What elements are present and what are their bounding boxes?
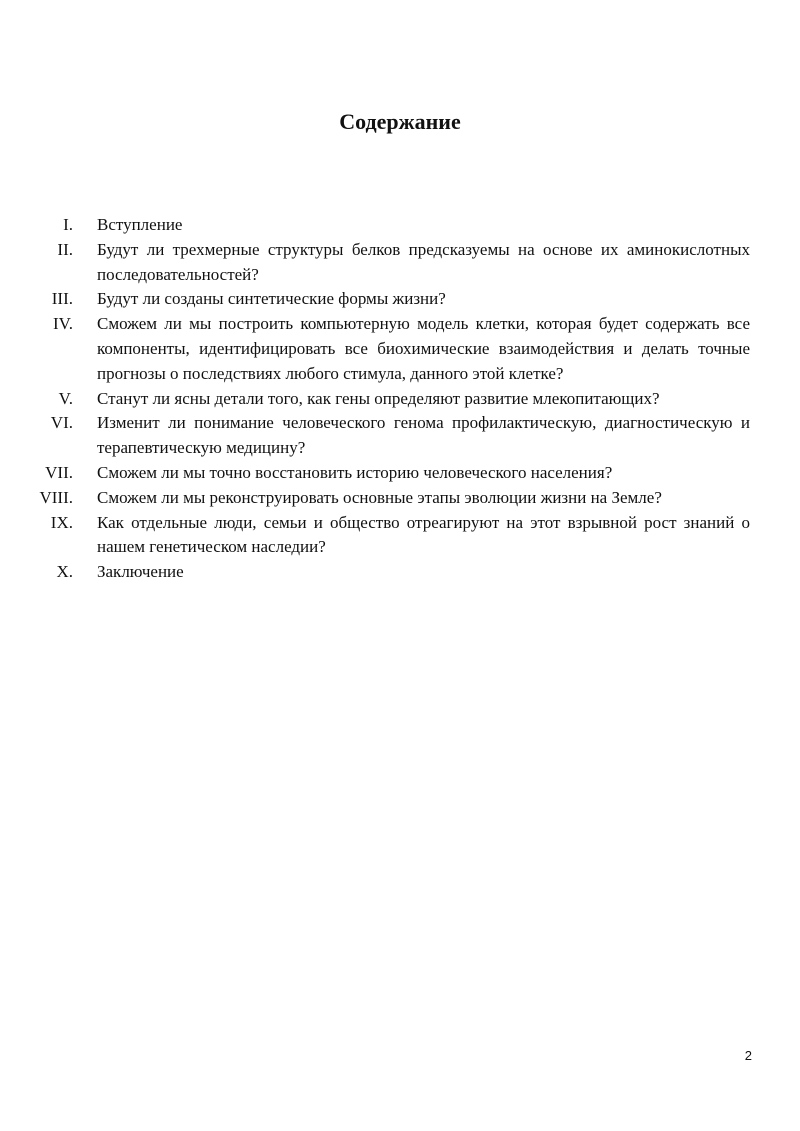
toc-item-text: Сможем ли мы точно восстановить историю человеческого населения? <box>97 462 613 482</box>
toc-item-text: Сможем ли мы реконструировать основные этапы эволюции жизни на Земле? <box>97 487 662 507</box>
toc-item <box>0 387 800 412</box>
toc-item <box>0 287 800 312</box>
toc-item-text: Станут ли ясны детали того, как гены определяют развитие млекопитающих? <box>97 388 660 408</box>
table-of-contents <box>0 213 800 585</box>
toc-item-text: Вступление <box>97 215 183 234</box>
toc-item <box>0 238 800 288</box>
toc-item-number: VI. <box>50 413 73 433</box>
toc-item-text: Изменит ли понимание человеческого генома профилактическую, диагностическую и терапевтическую медицину? <box>97 413 750 458</box>
toc-item-text: Будут ли созданы синтетические формы жизни? <box>97 289 446 309</box>
toc-item-number: X. <box>56 562 73 582</box>
toc-item <box>0 312 800 386</box>
toc-item-text: Будут ли трехмерные структуры белков предсказуемы на основе их аминокислотных последовательностей? <box>97 239 750 284</box>
toc-item-number: VII. <box>45 462 73 482</box>
toc-item <box>0 511 800 561</box>
toc-item-number: II. <box>57 239 73 259</box>
toc-item <box>0 486 800 511</box>
toc-item <box>0 213 800 238</box>
toc-item-text: Сможем ли мы построить компьютерную модель клетки, которая будет содержать все компоненты, идентифицировать все биохимические взаимодействия и делать точные прогнозы о последствиях любого стимула, данного этой клетке? <box>97 314 750 383</box>
toc-item-text: Как отдельные люди, семьи и общество отреагируют на этот взрывной рост знаний о нашем генетическом наследии? <box>97 512 750 557</box>
page-number: 2 <box>744 1048 752 1063</box>
toc-item-number: VIII. <box>39 487 73 507</box>
toc-item-number: V. <box>58 388 73 408</box>
toc-item <box>0 411 800 461</box>
toc-item-number: IV. <box>53 314 73 334</box>
toc-item-text: Заключение <box>97 562 184 582</box>
toc-item <box>0 560 800 585</box>
toc-item <box>0 461 800 486</box>
page-title: Содержание <box>339 109 461 134</box>
toc-item-number: I. <box>63 215 73 234</box>
toc-item-number: IX. <box>50 512 73 532</box>
toc-item-number: III. <box>51 289 73 309</box>
